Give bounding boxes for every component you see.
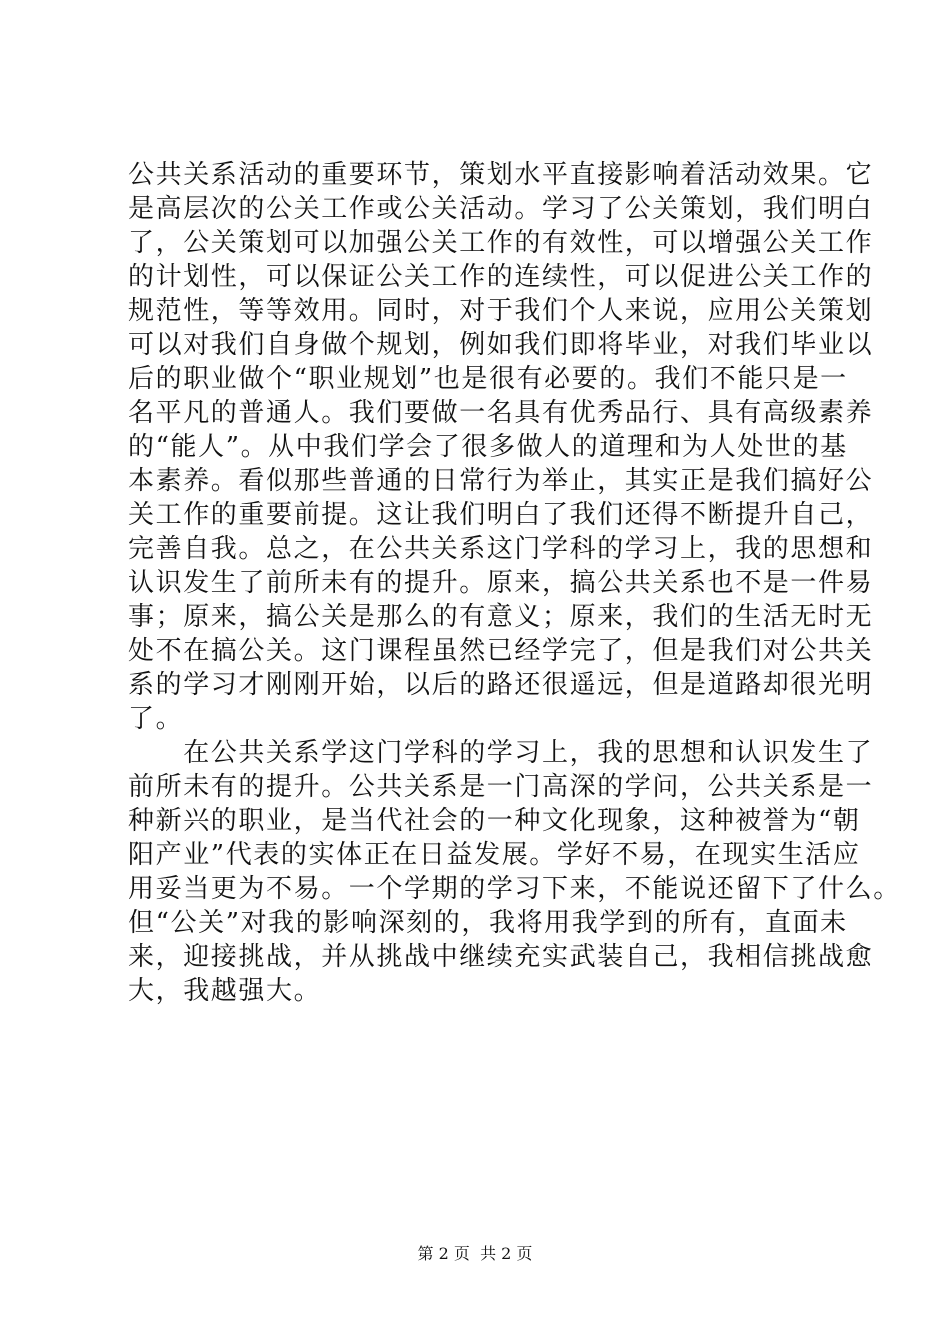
text-line: 完善自我。总之，在公共关系这门学科的学习上，我的思想和 <box>128 534 874 564</box>
text-line: 的“能人”。从中我们学会了很多做人的道理和为人处世的基 <box>128 432 848 462</box>
text-line: 阳产业”代表的实体正在日益发展。学好不易，在现实生活应 <box>128 840 861 870</box>
text-line: 本素养。看似那些普通的日常行为举止，其实正是我们搞好公 <box>128 466 874 496</box>
text-line: 规范性，等等效用。同时，对于我们个人来说，应用公关策划 <box>128 296 874 326</box>
text-line: 来，迎接挑战，并从挑战中继续充实武装自己，我相信挑战愈 <box>128 942 874 972</box>
text-line: 大，我越强大。 <box>128 976 322 1006</box>
text-line: 在公共关系学这门学科的学习上，我的思想和认识发生了 <box>128 738 874 768</box>
text-line: 前所未有的提升。公共关系是一门高深的学问，公共关系是一 <box>128 772 874 802</box>
text-line: 事；原来，搞公关是那么的有意义；原来，我们的生活无时无 <box>128 602 874 632</box>
page-footer <box>0 1244 950 1264</box>
text-line: 的计划性，可以保证公关工作的连续性，可以促进公关工作的 <box>128 262 874 292</box>
text-line: 名平凡的普通人。我们要做一名具有优秀品行、具有高级素养 <box>128 398 874 428</box>
page-number-label: 第 2 页 共 2 页 <box>417 1244 533 1263</box>
text-line: 用妥当更为不易。一个学期的学习下来，不能说还留下了什么。 <box>128 874 901 904</box>
text-line: 关工作的重要前提。这让我们明白了我们还得不断提升自己， <box>128 500 874 530</box>
text-line: 认识发生了前所未有的提升。原来，搞公共关系也不是一件易 <box>128 568 874 598</box>
body-text <box>128 158 901 1008</box>
text-line: 处不在搞公关。这门课程虽然已经学完了，但是我们对公共关 <box>128 636 874 666</box>
text-line: 但“公关”对我的影响深刻的，我将用我学到的所有，直面未 <box>128 908 848 938</box>
text-line: 可以对我们自身做个规划，例如我们即将毕业，对我们毕业以 <box>128 330 874 360</box>
text-line: 种新兴的职业，是当代社会的一种文化现象，这种被誉为“朝 <box>128 806 861 836</box>
text-line: 是高层次的公关工作或公关活动。学习了公关策划，我们明白 <box>128 194 874 224</box>
text-line: 后的职业做个“职业规划”也是很有必要的。我们不能只是一 <box>128 364 848 394</box>
text-line: 了，公关策划可以加强公关工作的有效性，可以增强公关工作 <box>128 228 874 258</box>
text-line: 了。 <box>128 704 184 734</box>
text-line: 系的学习才刚刚开始，以后的路还很遥远，但是道路却很光明 <box>128 670 874 700</box>
text-line: 公共关系活动的重要环节，策划水平直接影响着活动效果。它 <box>128 160 874 190</box>
